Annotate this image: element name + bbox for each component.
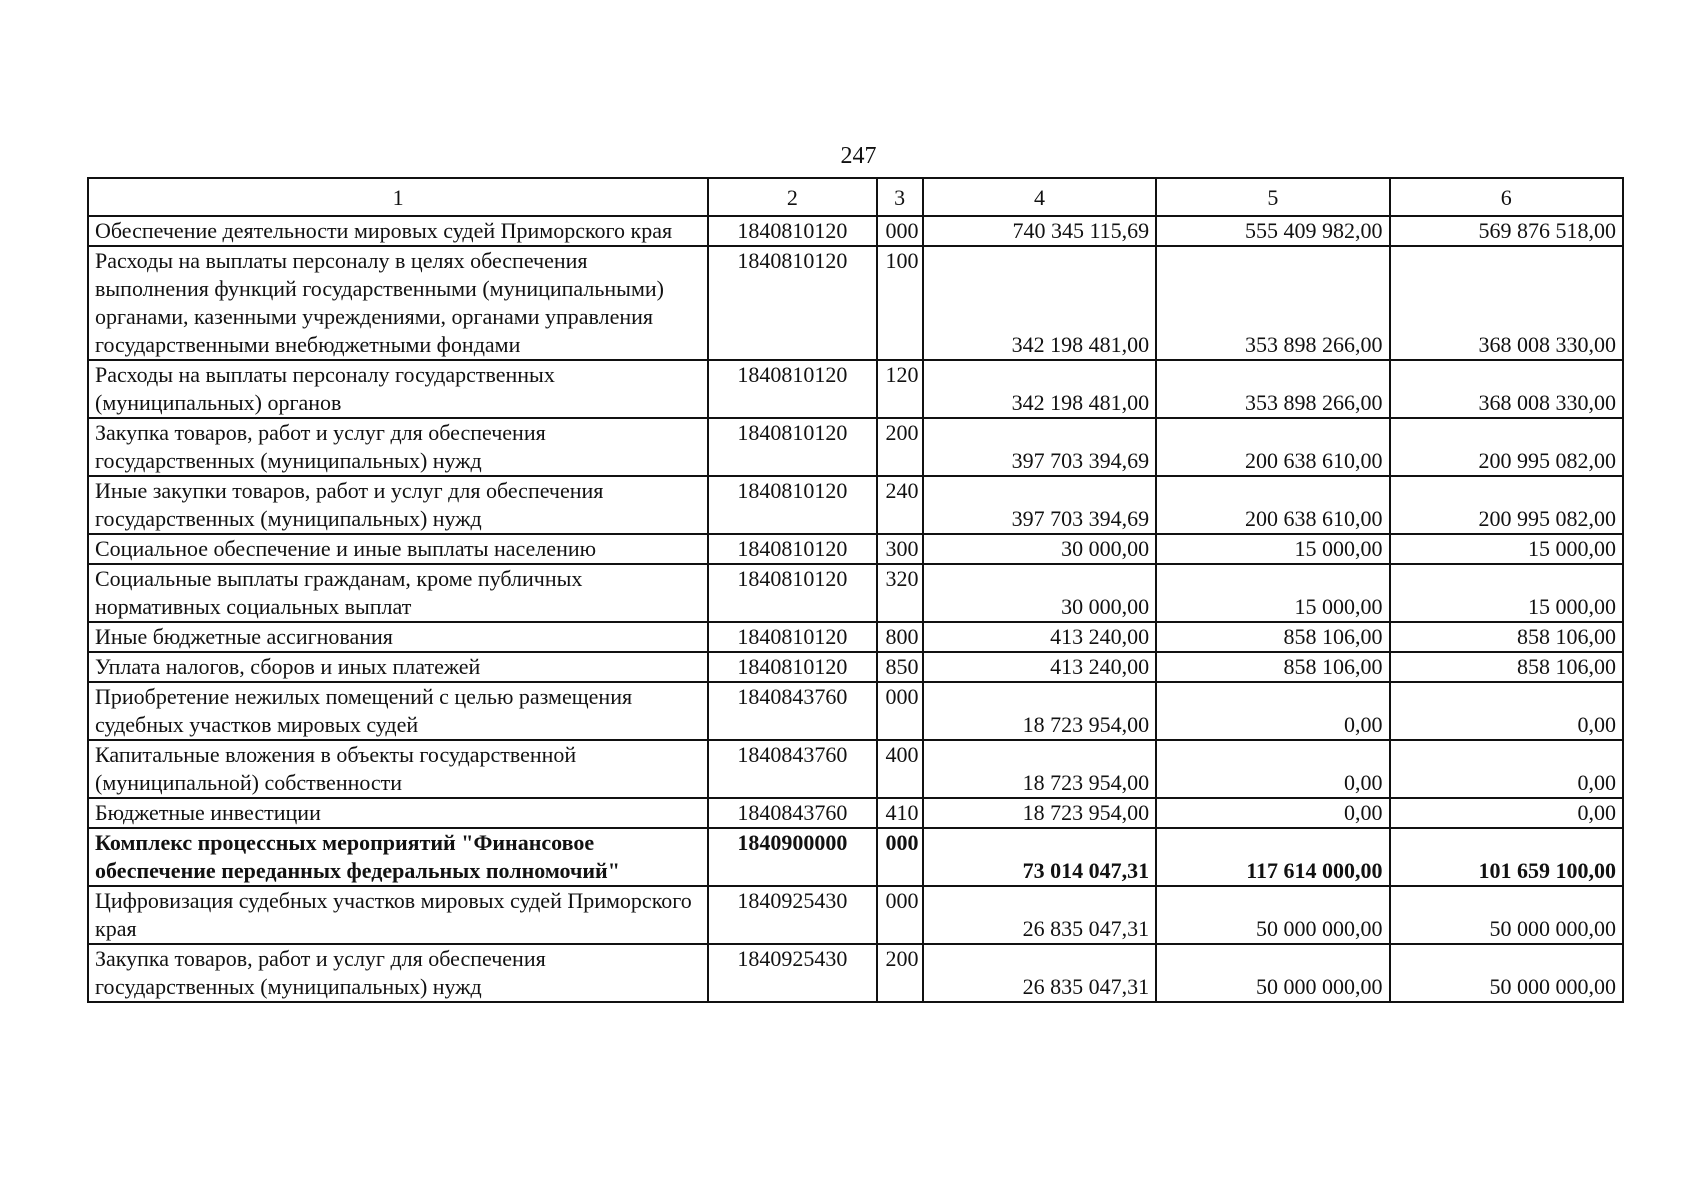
row-value-5: 117 614 000,00: [1156, 828, 1389, 886]
row-type: 300: [877, 534, 923, 564]
row-value-6: 101 659 100,00: [1390, 828, 1623, 886]
row-name: Уплата налогов, сборов и иных платежей: [88, 652, 708, 682]
row-value-5: 50 000 000,00: [1156, 944, 1389, 1002]
budget-table: [87, 177, 1624, 1003]
row-value-5: 200 638 610,00: [1156, 418, 1389, 476]
row-value-5: 353 898 266,00: [1156, 360, 1389, 418]
table-row: [88, 418, 1623, 476]
table-row: [88, 564, 1623, 622]
row-code: 1840900000: [708, 828, 876, 886]
row-code: 1840843760: [708, 682, 876, 740]
row-value-6: 200 995 082,00: [1390, 476, 1623, 534]
table-row-section-total: [88, 828, 1623, 886]
row-code: 1840843760: [708, 798, 876, 828]
row-value-5: 15 000,00: [1156, 534, 1389, 564]
table-row: [88, 476, 1623, 534]
row-value-4: 30 000,00: [923, 534, 1156, 564]
row-type: 400: [877, 740, 923, 798]
row-value-5: 15 000,00: [1156, 564, 1389, 622]
row-type: 240: [877, 476, 923, 534]
row-value-4: 18 723 954,00: [923, 740, 1156, 798]
table-row: [88, 944, 1623, 1002]
row-value-4: 342 198 481,00: [923, 360, 1156, 418]
row-type: 120: [877, 360, 923, 418]
row-code: 1840810120: [708, 476, 876, 534]
row-type: 000: [877, 216, 923, 246]
table-row: [88, 740, 1623, 798]
row-name: Иные закупки товаров, работ и услуг для обеспечения государственных (муниципальных) нужд: [88, 476, 708, 534]
row-type: 000: [877, 682, 923, 740]
row-code: 1840925430: [708, 886, 876, 944]
row-code: 1840810120: [708, 652, 876, 682]
table-row: [88, 360, 1623, 418]
row-type: 850: [877, 652, 923, 682]
row-value-5: 200 638 610,00: [1156, 476, 1389, 534]
row-code: 1840843760: [708, 740, 876, 798]
table-row: [88, 622, 1623, 652]
column-header: 1: [88, 178, 708, 216]
row-code: 1840810120: [708, 216, 876, 246]
row-value-6: 15 000,00: [1390, 564, 1623, 622]
row-name: Расходы на выплаты персоналу в целях обеспечения выполнения функций государственными (муниципальными) органами, казенными учреждениями, органами управления государственными внебюджетными фондами: [88, 246, 708, 360]
page-number: 247: [840, 143, 877, 169]
row-value-6: 368 008 330,00: [1390, 246, 1623, 360]
row-code: 1840810120: [708, 418, 876, 476]
row-value-5: 0,00: [1156, 682, 1389, 740]
row-code: 1840810120: [708, 534, 876, 564]
column-header: 5: [1156, 178, 1389, 216]
row-value-6: 200 995 082,00: [1390, 418, 1623, 476]
row-value-4: 18 723 954,00: [923, 682, 1156, 740]
row-name: Расходы на выплаты персоналу государственных (муниципальных) органов: [88, 360, 708, 418]
row-value-4: 413 240,00: [923, 652, 1156, 682]
table-row: [88, 534, 1623, 564]
row-value-6: 569 876 518,00: [1390, 216, 1623, 246]
row-value-5: 0,00: [1156, 740, 1389, 798]
row-name: Бюджетные инвестиции: [88, 798, 708, 828]
row-value-6: 368 008 330,00: [1390, 360, 1623, 418]
table-row: [88, 216, 1623, 246]
row-value-6: 15 000,00: [1390, 534, 1623, 564]
row-name: Закупка товаров, работ и услуг для обеспечения государственных (муниципальных) нужд: [88, 944, 708, 1002]
row-type: 410: [877, 798, 923, 828]
row-code: 1840810120: [708, 246, 876, 360]
row-code: 1840810120: [708, 622, 876, 652]
row-value-5: 0,00: [1156, 798, 1389, 828]
row-value-5: 858 106,00: [1156, 622, 1389, 652]
row-type: 100: [877, 246, 923, 360]
row-value-4: 26 835 047,31: [923, 886, 1156, 944]
row-value-4: 26 835 047,31: [923, 944, 1156, 1002]
row-name: Обеспечение деятельности мировых судей Приморского края: [88, 216, 708, 246]
row-value-6: 0,00: [1390, 682, 1623, 740]
row-value-6: 858 106,00: [1390, 652, 1623, 682]
row-value-4: 30 000,00: [923, 564, 1156, 622]
table-row: [88, 798, 1623, 828]
row-value-6: 50 000 000,00: [1390, 886, 1623, 944]
row-value-5: 555 409 982,00: [1156, 216, 1389, 246]
column-header: 2: [708, 178, 876, 216]
row-name: Капитальные вложения в объекты государственной (муниципальной) собственности: [88, 740, 708, 798]
row-code: 1840810120: [708, 564, 876, 622]
row-type: 000: [877, 828, 923, 886]
row-name: Комплекс процессных мероприятий "Финансовое обеспечение переданных федеральных полномочий": [88, 828, 708, 886]
row-value-5: 50 000 000,00: [1156, 886, 1389, 944]
row-type: 320: [877, 564, 923, 622]
row-type: 800: [877, 622, 923, 652]
row-name: Иные бюджетные ассигнования: [88, 622, 708, 652]
row-value-4: 73 014 047,31: [923, 828, 1156, 886]
header-row: [88, 178, 1623, 216]
table-row: [88, 246, 1623, 360]
row-name: Социальные выплаты гражданам, кроме публичных нормативных социальных выплат: [88, 564, 708, 622]
row-value-5: 858 106,00: [1156, 652, 1389, 682]
row-name: Приобретение нежилых помещений с целью размещения судебных участков мировых судей: [88, 682, 708, 740]
column-header: 4: [923, 178, 1156, 216]
row-value-6: 0,00: [1390, 740, 1623, 798]
row-code: 1840925430: [708, 944, 876, 1002]
row-value-4: 397 703 394,69: [923, 476, 1156, 534]
row-value-4: 18 723 954,00: [923, 798, 1156, 828]
row-name: Закупка товаров, работ и услуг для обеспечения государственных (муниципальных) нужд: [88, 418, 708, 476]
row-value-5: 353 898 266,00: [1156, 246, 1389, 360]
row-value-4: 740 345 115,69: [923, 216, 1156, 246]
row-type: 000: [877, 886, 923, 944]
row-value-4: 342 198 481,00: [923, 246, 1156, 360]
row-value-6: 858 106,00: [1390, 622, 1623, 652]
row-value-6: 0,00: [1390, 798, 1623, 828]
column-header: 6: [1390, 178, 1623, 216]
row-name: Социальное обеспечение и иные выплаты населению: [88, 534, 708, 564]
row-type: 200: [877, 418, 923, 476]
row-name: Цифровизация судебных участков мировых судей Приморского края: [88, 886, 708, 944]
row-value-4: 397 703 394,69: [923, 418, 1156, 476]
row-value-6: 50 000 000,00: [1390, 944, 1623, 1002]
table-row: [88, 886, 1623, 944]
row-code: 1840810120: [708, 360, 876, 418]
column-header: 3: [877, 178, 923, 216]
table-row: [88, 682, 1623, 740]
table-row: [88, 652, 1623, 682]
row-value-4: 413 240,00: [923, 622, 1156, 652]
row-type: 200: [877, 944, 923, 1002]
